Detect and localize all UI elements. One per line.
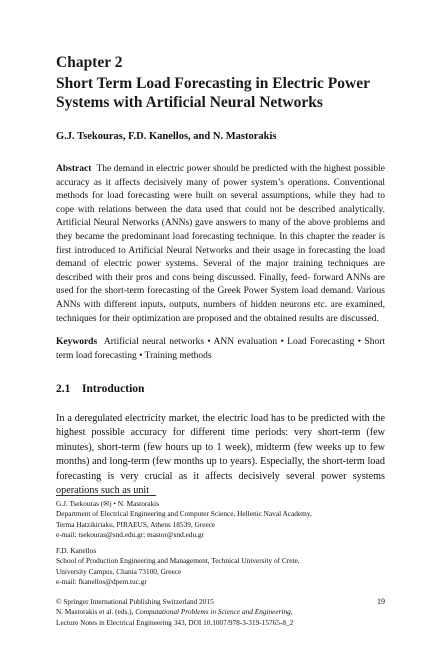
chapter-title: Short Term Load Forecasting in Electric Power Systems with Artificial Neural Networks — [56, 75, 370, 111]
footnote-divider — [56, 495, 156, 496]
citation-editors: N. Mastorakis et al. (eds.), — [56, 607, 136, 617]
abstract — [56, 163, 385, 326]
section-heading — [56, 383, 144, 395]
affiliation-block-2 — [56, 546, 385, 588]
affiliation-name: F.D. Kanellos — [56, 546, 97, 555]
affiliation-names-prefix: G.J. Tsekouras ( — [56, 499, 104, 508]
keywords-text: Artificial neural networks • ANN evaluation • Load Forecasting • Short term load forecasting • Training methods — [56, 337, 385, 361]
copyright-line: © Springer International Publishing Switzerland 2015 — [56, 597, 214, 606]
chapter-number: Chapter 2 — [56, 54, 123, 71]
affiliation-names — [56, 499, 385, 509]
affiliation-email: e-mail: tsekouras@snd.edu.gr; mastor@snd.edu.gr — [56, 530, 204, 540]
section-title: Introduction — [82, 383, 145, 395]
page-number: 19 — [377, 597, 385, 606]
affiliation-names-suffix: ) • N. Mastorakis — [109, 499, 160, 508]
citation-book-title: Computational Problems in Science and Engineering — [135, 607, 291, 617]
citation-comma: , — [290, 607, 293, 617]
intro-paragraph: In a deregulated electricity market, the electric load has to be predicted with the highest possible accuracy for different time periods: very short-term (few minutes), short-term (few hours up to 1 week), midterm (few weeks up to few months) and long-term (few months up to years). Especially, the short-term load forecasting is very crucial as it affects decisively several power systems operations such as unit — [56, 413, 385, 497]
keywords-label: Keywords — [56, 337, 98, 347]
author-list: G.J. Tsekouras, F.D. Kanellos, and N. Mastorakis — [56, 131, 277, 142]
affiliation-line: Terma Hatzikiriaku, PIRAEUS, Athens 18539, Greece — [56, 519, 216, 529]
affiliation-line: Department of Electrical Engineering and Computer Science, Hellenic Naval Academy, — [56, 509, 312, 519]
series-line: Lecture Notes in Electrical Engineering 343, DOI 10.1007/978-3-319-15765-8_2 — [56, 617, 294, 627]
affiliation-email: e-mail: fkanellos@dpem.tuc.gr — [56, 577, 147, 587]
affiliation-block-1 — [56, 499, 385, 541]
envelope-icon: ✉ — [103, 500, 110, 508]
section-number: 2.1 — [56, 383, 71, 395]
abstract-text: The demand in electric power should be predicted with the highest possible accuracy as it affects decisively many of power system’s operations. Conventional methods for load forecasting were built on several assumptions, while they had to cope with relations between the data used that could not be described analytically. Artificial Neural Networks (ANNs) gave answers to many of the above problems and they became the predominant load forecasting technique. In this chapter the reader is first introduced to Artificial Neural Networks and their usage in forecasting the load demand of electric power systems. Several of the major training techniques are described with their pros and cons being discussed. Finally, feed- forward ANNs are used for the short-term forecasting of the Greek Power System load demand. Various ANNs with different inputs, outputs, numbers of hidden neurons etc. are examined, techniques for their optimization are proposed and the obtained results are discussed. — [56, 164, 385, 324]
abstract-label: Abstract — [56, 164, 92, 174]
copyright-block — [56, 597, 385, 628]
citation-line — [56, 607, 385, 617]
affiliation-line: University Campus, Chania 73100, Greece — [56, 566, 182, 576]
affiliation-line: School of Production Engineering and Management, Technical University of Crete, — [56, 556, 300, 566]
keywords — [56, 336, 385, 363]
